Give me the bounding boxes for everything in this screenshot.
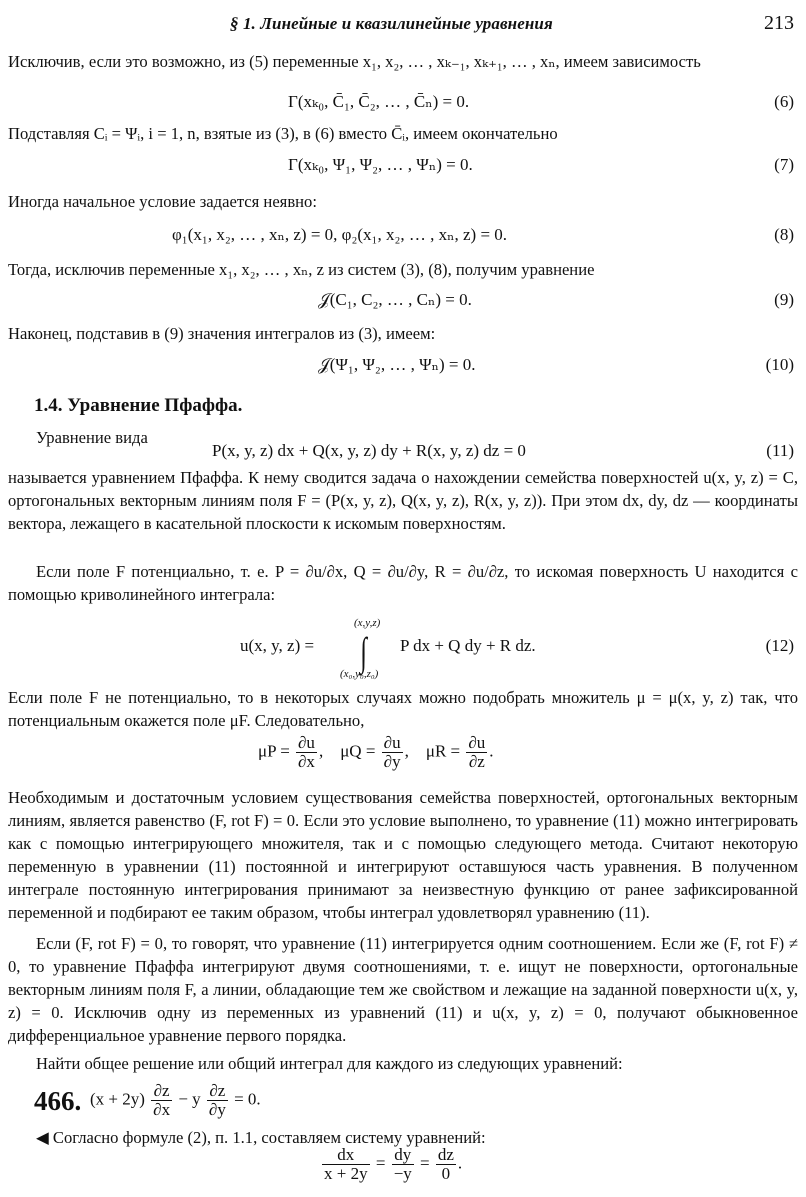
eq466-coef: (x + 2y) — [90, 1089, 145, 1109]
page-number: 213 — [764, 12, 794, 34]
integral-lower-limit: (x₀,y₀,z₀) — [340, 668, 379, 680]
mu-q-lhs: μQ = — [340, 741, 376, 761]
fraction-du-dy: $\frac{\partial u}{\partial y}$ — [383, 733, 401, 771]
equation-6: Γ(xₖ₀, C̄₁, C̄₂, … , C̄ₙ) = 0. — [288, 92, 470, 111]
eq466-mid: − y — [178, 1089, 201, 1109]
paragraph-elimination: Исключив, если это возможно, из (5) переменные x₁, x₂, … , xₖ₋₁, xₖ₊₁, … , xₙ, имеем зависимость — [8, 52, 701, 71]
paragraph-rot-condition: Если (F, rot F) = 0, то говорят, что уравнение (11) интегрируется одним соотношением. Если же (F, rot F) ≠ 0, то уравнение Пфаффа интегрируют двумя соотношениями, т. е. ищут не поверхности, ортогональные векторным линиям поля F, а линии, обладающие тем же свойством и лежащие на заданной поверхности u(x, y, z) = 0. Исключив одну из переменных из уравнений (11) и u(x, y, z) = 0, получают обыкновенное дифференциальное уравнение первого порядка. — [8, 934, 798, 1045]
equation-number-11: (11) — [766, 441, 794, 460]
equation-10: 𝒥(Ψ₁, Ψ₂, … , Ψₙ) = 0. — [318, 355, 476, 374]
equation-number-8: (8) — [774, 225, 794, 244]
integral-upper-limit: (x,y,z) — [354, 617, 381, 629]
fraction-dz-dx: $\frac{\partial z}{\partial x}$ — [153, 1081, 171, 1119]
paragraph-nonpotential: Если поле F не потенциально, то в некоторых случаях можно подобрать множитель μ = μ(x, y, z) так, что потенциальным окажется поле μF. Следовательно, — [8, 688, 798, 730]
equation-7: Γ(xₖ₀, Ψ₁, Ψ₂, … , Ψₙ) = 0. — [288, 155, 473, 174]
paragraph-implicit-condition: Иногда начальное условие задается неявно: — [8, 192, 317, 211]
paragraph-substitution: Подставляя Cᵢ = Ψᵢ, i = 1, n, взятые из (3), в (6) вместо C̄ᵢ, имеем окончательно — [8, 124, 558, 143]
characteristic-system — [320, 1146, 462, 1183]
paragraph-necessary-condition: Необходимым и достаточным условием существования семейства поверхностей, ортогональных векторным линиям, является равенство (F, rot F) = 0. Если это условие выполнено, то уравнение (11) можно интегрировать как с помощью интегрирующего множителя, так и с помощью следующего метода. Считают некоторую переменную в уравнении (11) постоянной и интегрируют оставшуюся часть уравнения. В полученном интеграле постоянную интегрирования принимают за неизвестную функцию от ранее зафиксированной переменной и подбирают ее таким образом, чтобы интеграл удовлетворял уравнению (11). — [8, 788, 798, 922]
problem-number: 466. — [34, 1086, 82, 1116]
fraction-dz-over: $\frac{dz}{0}$ — [437, 1145, 454, 1183]
equation-number-7: (7) — [774, 155, 794, 174]
paragraph-finally: Наконец, подставив в (9) значения интегралов из (3), имеем: — [8, 324, 436, 343]
paragraph-equation-form: Уравнение вида — [36, 428, 148, 447]
equation-12-rhs: P dx + Q dy + R dz. — [400, 636, 536, 655]
system-equals-2: = — [420, 1153, 430, 1173]
fraction-du-dz: $\frac{\partial u}{\partial z}$ — [468, 733, 486, 771]
integral-sign: ∫ — [360, 629, 367, 674]
fraction-du-dx: $\frac{\partial u}{\partial x}$ — [298, 733, 315, 771]
paragraph-exercise-prompt: Найти общее решение или общий интеграл для каждого из следующих уравнений: — [36, 1054, 623, 1073]
paragraph-potential-field: Если поле F потенциально, т. е. P = ∂u/∂x, Q = ∂u/∂y, R = ∂u/∂z, то искомая поверхность U находится с помощью криволинейного интеграла: — [8, 562, 798, 604]
section-heading: 1.4. Уравнение Пфаффа. — [34, 395, 243, 416]
equation-11: P(x, y, z) dx + Q(x, y, z) dy + R(x, y, z) dz = 0 — [212, 441, 526, 460]
paragraph-pfaff-definition: называется уравнением Пфаффа. К нему сводится задача о нахождении семейства поверхностей u(x, y, z) = C, ортогональных векторным линиям поля F = (P(x, y, z), Q(x, y, z), R(x, y, z)). При этом dx, dy, dz — координаты вектора, лежащего в касательной плоскости к искомым поверхностям. — [8, 468, 798, 533]
mu-p-lhs: μP = — [258, 741, 290, 761]
equation-9: 𝒥(C₁, C₂, … , Cₙ) = 0. — [318, 290, 472, 309]
equation-8: φ₁(x₁, x₂, … , xₙ, z) = 0, φ₂(x₁, x₂, … , xₙ, z) = 0. — [172, 225, 508, 244]
fraction-dy-over: $\frac{dy}{-y}$ — [393, 1145, 412, 1183]
eq466-end: = 0. — [234, 1089, 261, 1109]
system-period: . — [457, 1153, 463, 1173]
page-header — [0, 8, 806, 34]
running-title: § 1. Линейные и квазилинейные уравнения — [230, 14, 553, 33]
paragraph-solution-start: ◀ Согласно формуле (2), п. 1.1, составляем систему уравнений: — [36, 1128, 486, 1147]
system-equals-1: = — [375, 1153, 386, 1173]
fraction-dx-over: $\frac{dx}{x + 2y}$ — [324, 1145, 368, 1183]
equation-number-9: (9) — [774, 290, 794, 309]
equation-number-10: (10) — [765, 355, 794, 374]
equation-number-6: (6) — [774, 92, 794, 111]
paragraph-then-eliminate: Тогда, исключив переменные x₁, x₂, … , xₙ, z из систем (3), (8), получим уравнение — [8, 260, 595, 279]
equation-mu-system: μP = $\frac{\partial u}{\partial x}$ , μQ = $\frac{\partial u}{\partial y}$ , μR = $\frac{\partial u}{\partial z}$ . — [258, 733, 494, 771]
mu-r-lhs: μR = — [425, 741, 461, 761]
fraction-dz-dy: $\frac{\partial z}{\partial y}$ — [208, 1081, 226, 1119]
equation-466 — [90, 1082, 261, 1119]
equation-12-lhs: u(x, y, z) = — [240, 636, 315, 655]
equation-number-12: (12) — [765, 636, 794, 655]
